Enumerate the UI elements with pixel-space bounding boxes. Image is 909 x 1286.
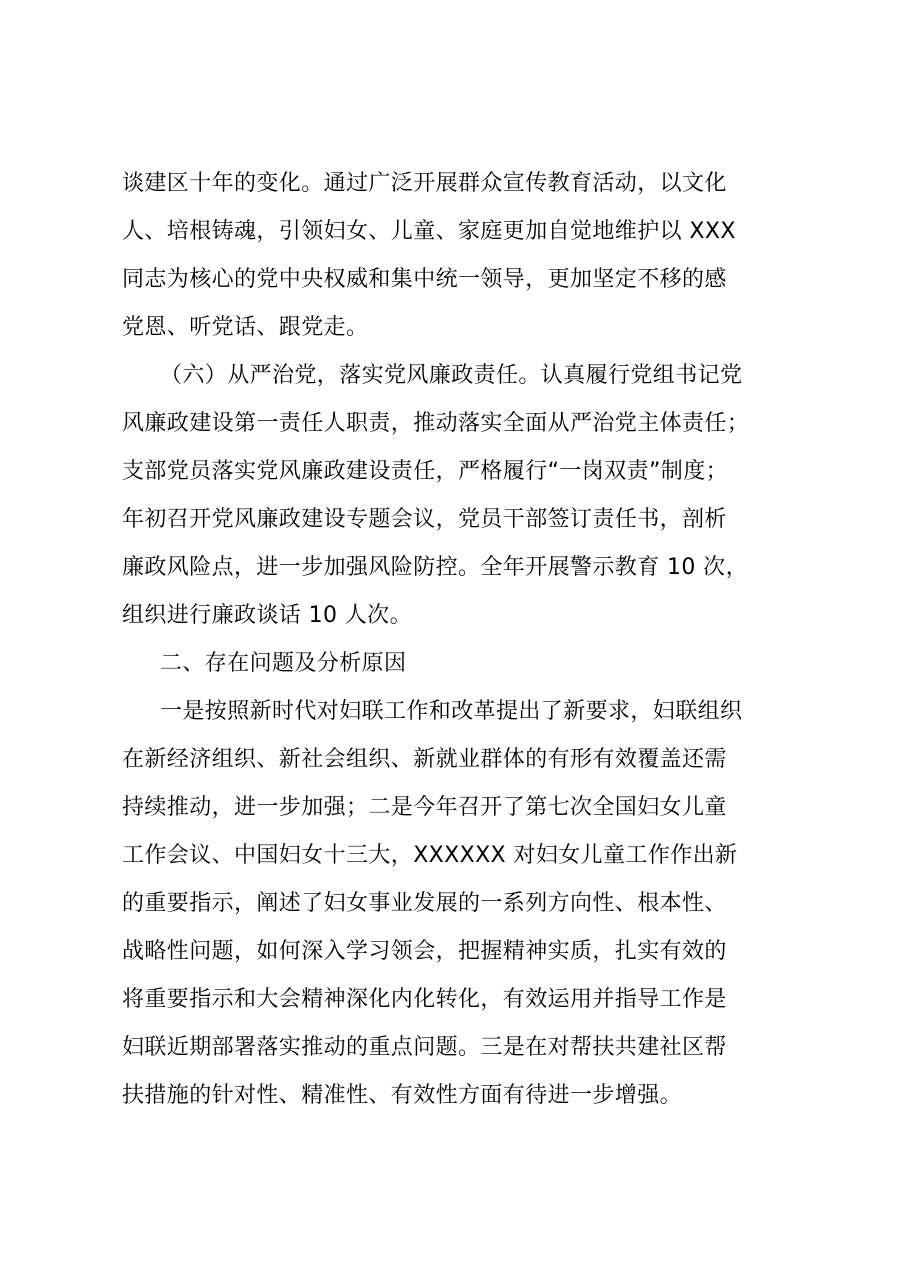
text-line: 扶措施的针对性、精准性、有效性方面有待进一步增强。 [122, 1083, 683, 1108]
text-line: 妇联近期部署落实推动的重点问题。三是在对帮扶共建社区帮 [122, 1035, 727, 1060]
text-line: 工作会议、中国妇女十三大，XXXXXX 对妇女儿童工作作出新 [122, 843, 738, 868]
text-line: 廉政风险点，进一步加强风险防控。全年开展警示教育 10 次， [122, 555, 748, 580]
text-line: 持续推动，进一步加强；二是今年召开了第七次全国妇女儿童 [122, 795, 727, 820]
paragraph-start: 一是按照新时代对妇联工作和改革提出了新要求，妇联组织 [160, 699, 743, 724]
text-line: 组织进行廉政谈话 10 人次。 [122, 603, 412, 628]
text-line: 在新经济组织、新社会组织、新就业群体的有形有效覆盖还需 [122, 747, 727, 772]
document-body [122, 160, 812, 1120]
text-line: 谈建区十年的变化。通过广泛开展群众宣传教育活动，以文化 [122, 171, 727, 196]
section-heading-six: （六）从严治党，落实党风廉政责任。认真履行党组书记党 [160, 363, 743, 388]
text-line: 党恩、听党话、跟党走。 [122, 315, 369, 340]
section-heading-problems: 二、存在问题及分析原因 [160, 651, 407, 676]
text-line: 人、培根铸魂，引领妇女、儿童、家庭更加自觉地维护以 XXX [122, 219, 736, 244]
text-line: 年初召开党风廉政建设专题会议，党员干部签订责任书，剖析 [122, 507, 727, 532]
text-line: 的重要指示，阐述了妇女事业发展的一系列方向性、根本性、 [122, 891, 727, 916]
text-line: 支部党员落实党风廉政建设责任，严格履行“一岗双责”制度； [122, 459, 728, 484]
text-line: 同志为核心的党中央权威和集中统一领导，更加坚定不移的感 [122, 267, 727, 292]
text-line: 战略性问题，如何深入学习领会，把握精神实质，扎实有效的 [122, 939, 727, 964]
text-line: 风廉政建设第一责任人职责，推动落实全面从严治党主体责任； [122, 411, 750, 436]
text-line: 将重要指示和大会精神深化内化转化，有效运用并指导工作是 [122, 987, 727, 1012]
